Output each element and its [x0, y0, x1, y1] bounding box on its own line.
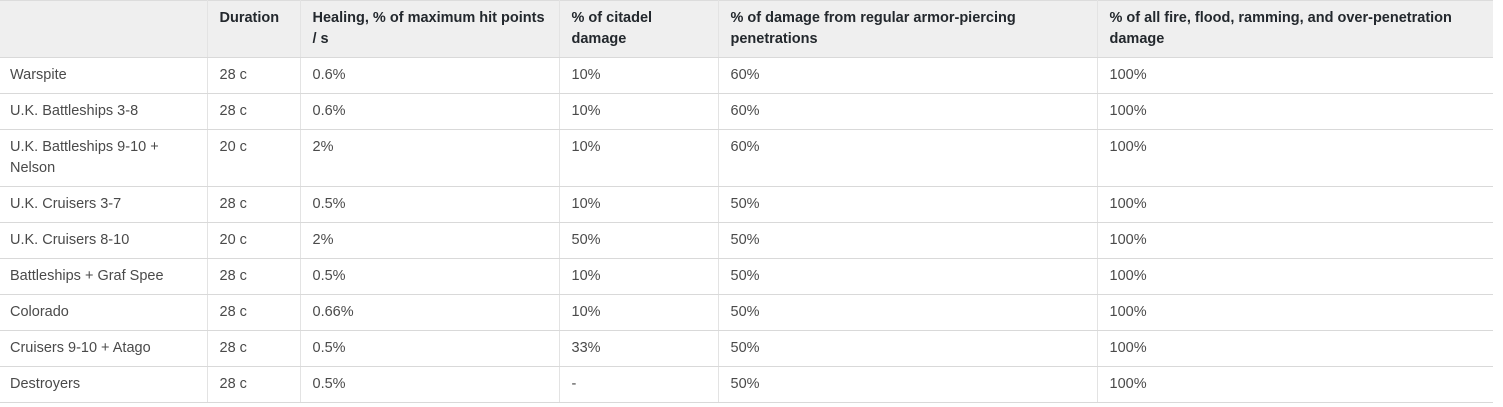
duration-cell: 20 c	[207, 223, 300, 259]
other-damage-cell: 100%	[1097, 130, 1493, 187]
citadel-damage-cell: 10%	[559, 259, 718, 295]
table-row	[0, 295, 1493, 331]
other-damage-cell: 100%	[1097, 295, 1493, 331]
healing-cell: 0.5%	[300, 187, 559, 223]
other-damage-cell: 100%	[1097, 367, 1493, 403]
other-damage-cell: 100%	[1097, 331, 1493, 367]
healing-cell: 0.5%	[300, 367, 559, 403]
healing-cell: 0.6%	[300, 94, 559, 130]
ap-penetration-cell: 50%	[718, 367, 1097, 403]
ship-class-cell: Colorado	[0, 295, 207, 331]
duration-cell: 28 c	[207, 367, 300, 403]
citadel-damage-cell: 10%	[559, 130, 718, 187]
healing-column-header: Healing, % of maximum hit points / s	[300, 1, 559, 58]
duration-cell: 28 c	[207, 58, 300, 94]
table-row	[0, 58, 1493, 94]
citadel-damage-cell: 33%	[559, 331, 718, 367]
citadel-damage-cell: 10%	[559, 187, 718, 223]
ship-class-cell: U.K. Battleships 3-8	[0, 94, 207, 130]
table-row	[0, 367, 1493, 403]
header-row	[0, 1, 1493, 58]
citadel-damage-cell: -	[559, 367, 718, 403]
other-damage-cell: 100%	[1097, 259, 1493, 295]
ship-class-cell: U.K. Battleships 9-10 + Nelson	[0, 130, 207, 187]
duration-cell: 28 c	[207, 331, 300, 367]
table-header	[0, 1, 1493, 58]
ship-class-cell: Warspite	[0, 58, 207, 94]
healing-cell: 0.5%	[300, 259, 559, 295]
duration-cell: 28 c	[207, 94, 300, 130]
ap-penetration-cell: 60%	[718, 130, 1097, 187]
citadel-damage-cell: 10%	[559, 94, 718, 130]
ship-class-cell: Cruisers 9-10 + Atago	[0, 331, 207, 367]
healing-cell: 2%	[300, 130, 559, 187]
ship-class-cell: U.K. Cruisers 8-10	[0, 223, 207, 259]
citadel-damage-cell: 10%	[559, 58, 718, 94]
healing-cell: 0.5%	[300, 331, 559, 367]
ap-penetration-cell: 50%	[718, 259, 1097, 295]
ship-class-column-header	[0, 1, 207, 58]
ap-penetration-cell: 50%	[718, 187, 1097, 223]
table-row	[0, 187, 1493, 223]
table-row	[0, 331, 1493, 367]
other-damage-cell: 100%	[1097, 187, 1493, 223]
ship-class-cell: U.K. Cruisers 3-7	[0, 187, 207, 223]
table-row	[0, 94, 1493, 130]
duration-cell: 28 c	[207, 259, 300, 295]
ap-penetration-cell: 50%	[718, 223, 1097, 259]
duration-cell: 20 c	[207, 130, 300, 187]
citadel-damage-column-header: % of citadel damage	[559, 1, 718, 58]
healing-cell: 0.66%	[300, 295, 559, 331]
other-damage-column-header: % of all fire, flood, ramming, and over-penetration damage	[1097, 1, 1493, 58]
other-damage-cell: 100%	[1097, 223, 1493, 259]
ap-penetration-cell: 60%	[718, 94, 1097, 130]
ap-penetration-cell: 60%	[718, 58, 1097, 94]
citadel-damage-cell: 10%	[559, 295, 718, 331]
duration-column-header: Duration	[207, 1, 300, 58]
table-body	[0, 58, 1493, 403]
ap-penetration-cell: 50%	[718, 295, 1097, 331]
ap-penetration-column-header: % of damage from regular armor-piercing penetrations	[718, 1, 1097, 58]
healing-cell: 2%	[300, 223, 559, 259]
duration-cell: 28 c	[207, 295, 300, 331]
other-damage-cell: 100%	[1097, 94, 1493, 130]
table-row	[0, 259, 1493, 295]
other-damage-cell: 100%	[1097, 58, 1493, 94]
duration-cell: 28 c	[207, 187, 300, 223]
table-row	[0, 130, 1493, 187]
ship-class-cell: Battleships + Graf Spee	[0, 259, 207, 295]
table-row	[0, 223, 1493, 259]
ship-class-cell: Destroyers	[0, 367, 207, 403]
healing-cell: 0.6%	[300, 58, 559, 94]
ap-penetration-cell: 50%	[718, 331, 1097, 367]
citadel-damage-cell: 50%	[559, 223, 718, 259]
